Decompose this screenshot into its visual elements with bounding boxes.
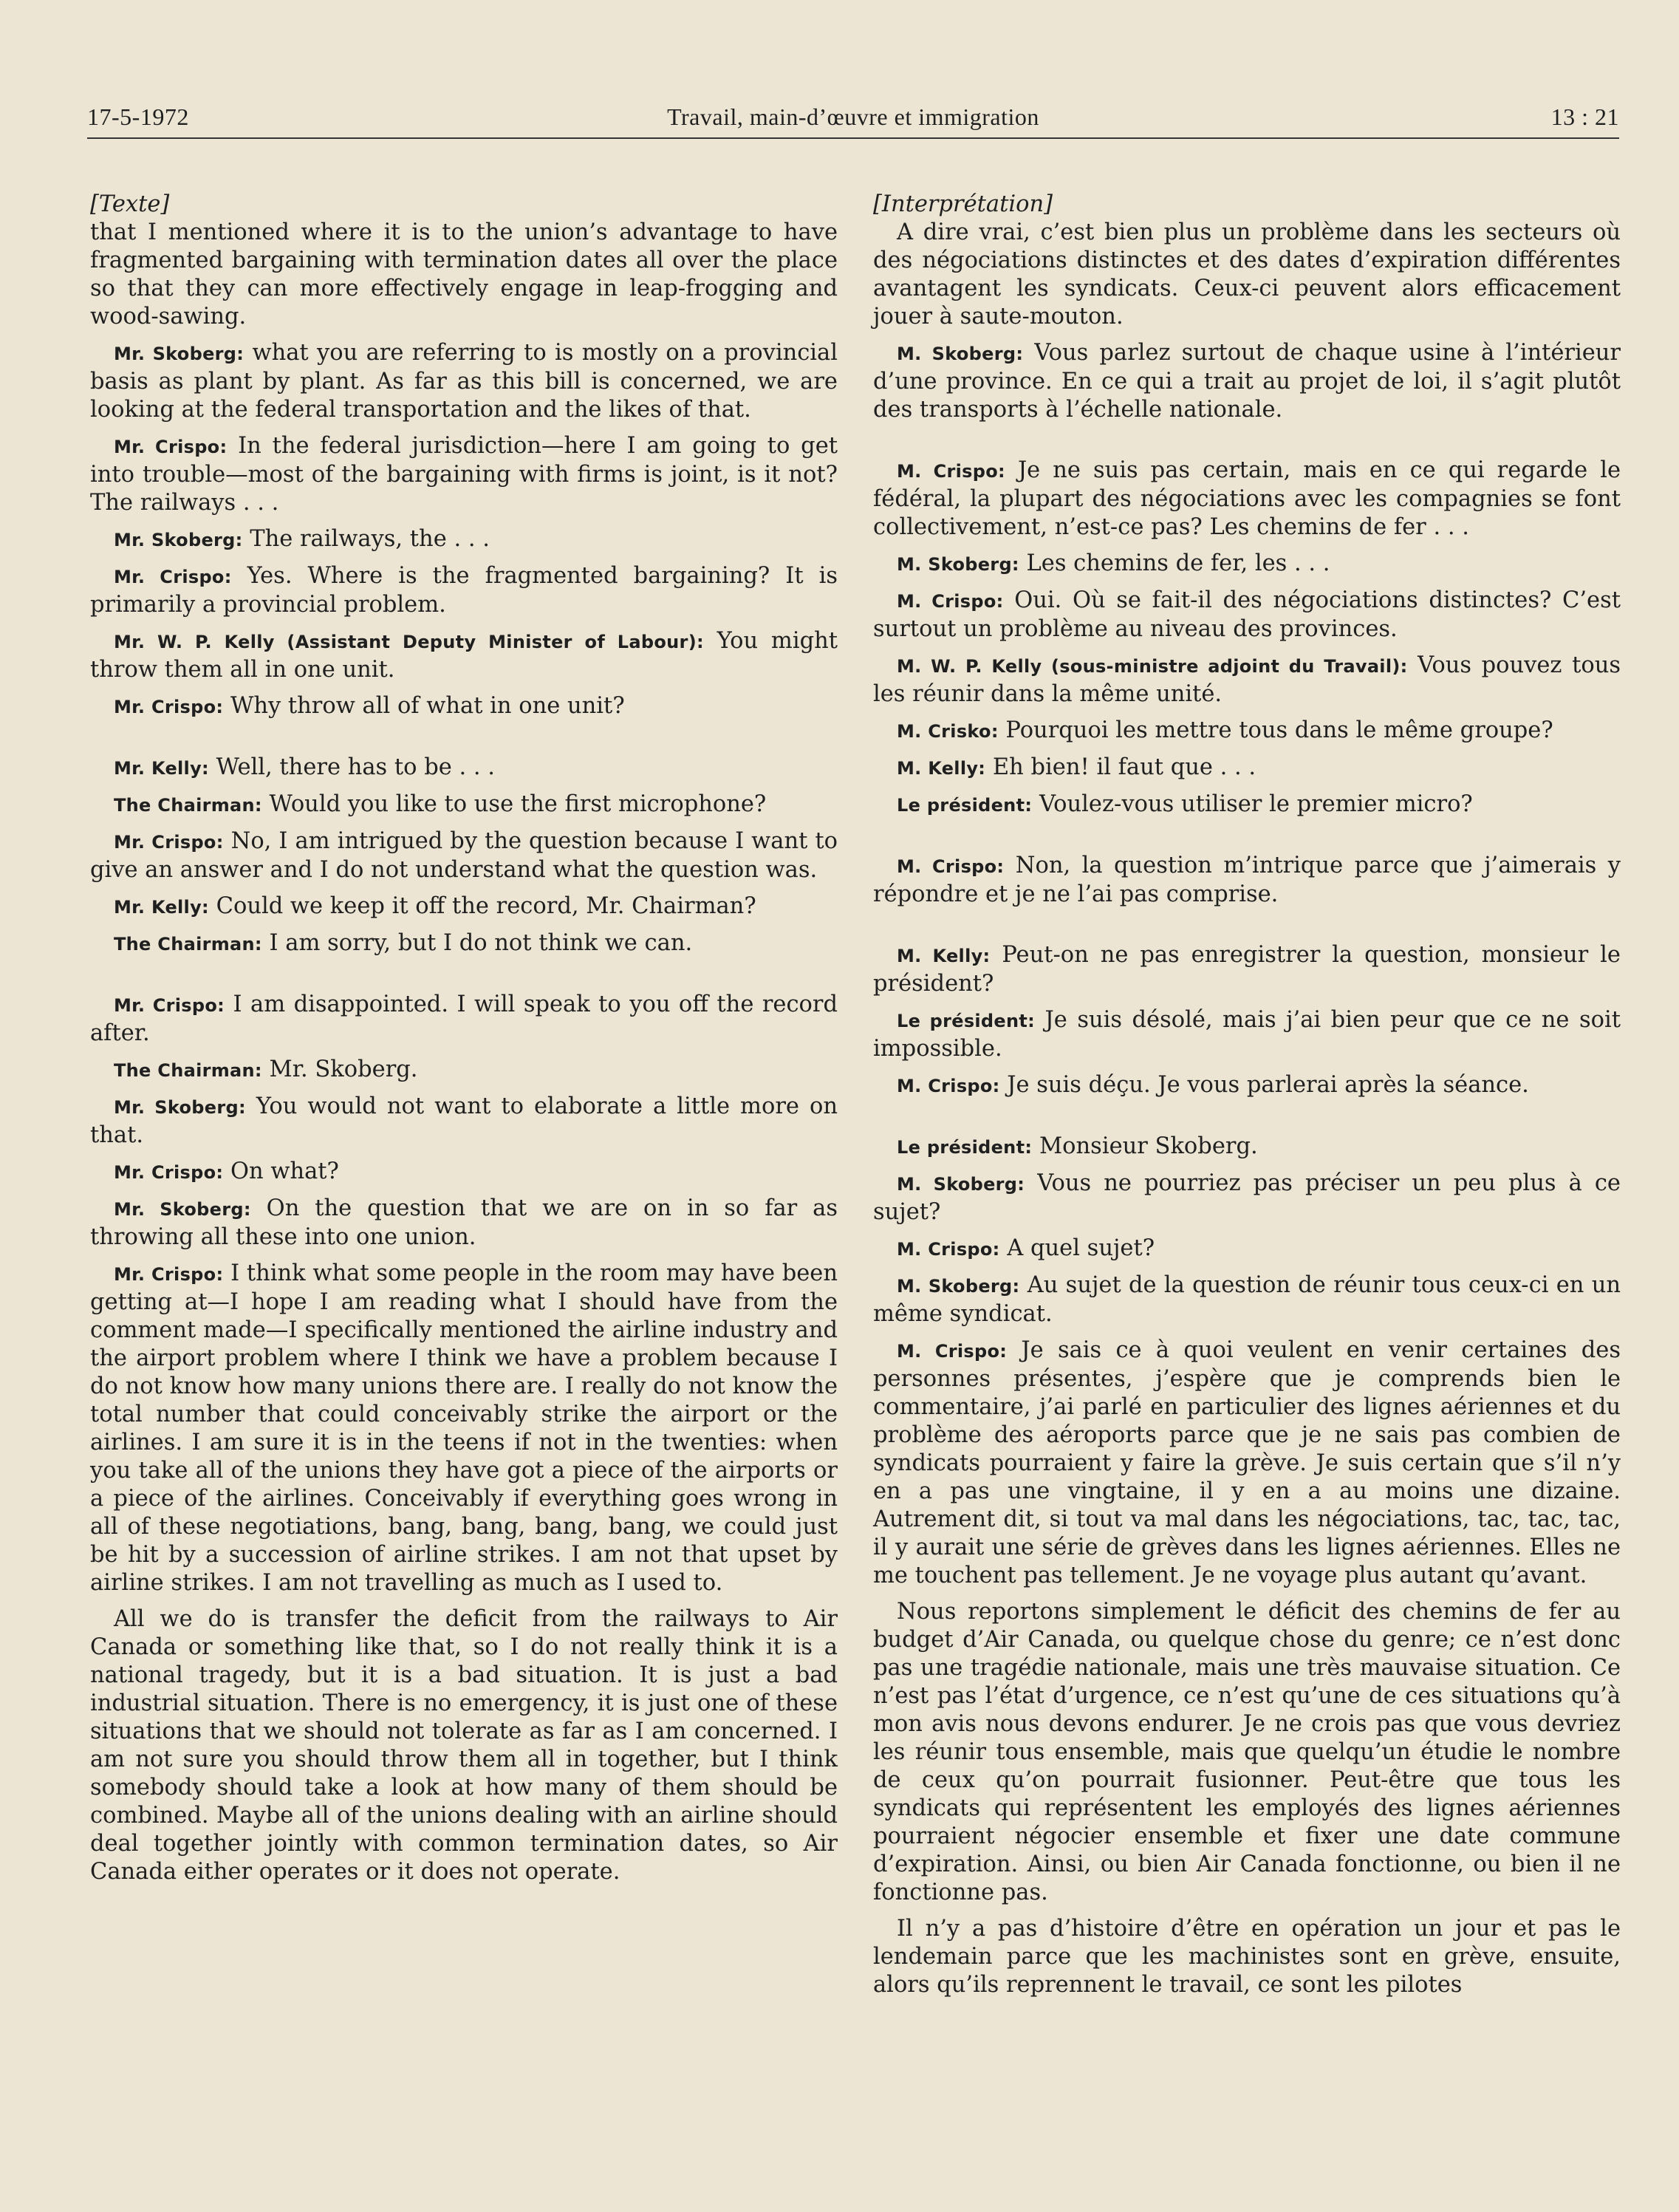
header-title: Travail, main-d’œuvre et immigration — [667, 103, 1039, 130]
paragraph — [90, 1056, 838, 1085]
paragraph — [90, 627, 838, 684]
paragraph-text: A quel sujet? — [999, 1235, 1155, 1261]
paragraph — [90, 562, 838, 619]
speaker-name: Mr. Crispo: — [114, 697, 224, 717]
speaker-name: Le président: — [897, 795, 1033, 816]
paragraph — [90, 1605, 838, 1886]
paragraph-text: I am sorry, but I do not think we can. — [261, 930, 693, 956]
speaker-name: Le président: — [897, 1137, 1033, 1158]
paragraph — [90, 692, 838, 721]
paragraph — [90, 525, 838, 554]
french-column — [873, 191, 1621, 2007]
paragraph — [90, 219, 838, 331]
paragraph — [873, 1235, 1621, 1263]
paragraph-text: Oui. Où se fait-il des négociations distinctes? C’est surtout un problème au niveau des provinces. — [873, 587, 1621, 642]
paragraph-text: that I mentioned where it is to the union’s advantage to have fragmented bargaining with termination dates all over the place so that they can more effectively engage in leap-frogging and wood-sawing. — [90, 219, 838, 330]
paragraph-text: On what? — [223, 1158, 339, 1184]
paragraph-text: I think what some people in the room may have been getting at—I hope I am reading what I should have from the comment made—I specifically mentioned the airline industry and the airport problem where I think we have a problem because I do not know how many unions there are. I really do not know the total number that could conceivably strike the airport or the airlines. I am sure it is in the teens if not in the twenties: when you take all of the unions they have got a piece of the airports or a piece of the airlines. Conceivably if everything goes wrong in all of these negotiations, bang, bang, bang, bang, we could just be hit by a succession of airline strikes. I am not that upset by airline strikes. I am not travelling as much as I used to. — [90, 1260, 838, 1596]
paragraph — [90, 991, 838, 1048]
paragraph-text: Vous parlez surtout de chaque usine à l’intérieur d’une province. En ce qui a trait au projet de loi, il s’agit plutôt des transports à l’échelle nationale. — [873, 340, 1621, 423]
paragraph-text: On the question that we are on in so far as throwing all these into one union. — [90, 1195, 838, 1250]
paragraph — [90, 1158, 838, 1187]
speaker-name: M. Skoberg: — [897, 344, 1024, 364]
page-number: 13 : 21 — [1550, 103, 1619, 130]
header-rule — [87, 137, 1619, 139]
paragraph — [873, 339, 1621, 424]
paragraph-text: No, I am intrigued by the question because I want to give an answer and I do not understand what the question was. — [90, 828, 838, 883]
paragraph-text: Mr. Skoberg. — [261, 1056, 418, 1082]
speaker-name: The Chairman: — [114, 934, 262, 955]
paragraph-text: Would you like to use the first microphone? — [261, 791, 767, 817]
speaker-name: Mr. Crispo: — [114, 995, 225, 1016]
paragraph-text: Nous reportons simplement le déficit des chemins de fer au budget d’Air Canada, ou quelque chose du genre; ce n’est donc pas une tragédie nationale, mais une très mauvaise situation. Ce n’est pas l’état d’urgence, ce n’est qu’une de ces situations qu’à mon avis nous devons endurer. Je ne crois pas que vous devriez les réunir tous ensemble, mais que quelqu’un étudie le nombre de ceux qu’on pourrait fusionner. Peut-être que tous les syndicats qui représentent les employés des lignes aériennes pourraient négocier ensemble et fixer une date commune d’expiration. Ainsi, ou bien Air Canada fonctionne, ou bien il ne fonctionne pas. — [873, 1599, 1621, 1905]
speaker-name: M. Crispo: — [897, 1239, 1000, 1260]
paragraph — [90, 791, 838, 819]
paragraph-text: Yes. Where is the fragmented bargaining? It is primarily a provincial problem. — [90, 563, 838, 618]
column-label-text: [Texte] — [90, 191, 170, 217]
paragraph — [90, 1260, 838, 1597]
paragraph — [90, 1195, 838, 1252]
speaker-name: Mr. Crispo: — [114, 437, 228, 457]
paragraph — [873, 1271, 1621, 1328]
paragraph — [873, 219, 1621, 331]
speaker-name: M. Crispo: — [897, 591, 1004, 612]
speaker-name: M. W. P. Kelly (sous-ministre adjoint du Travail): — [897, 656, 1408, 677]
speaker-name: Mr. Skoberg: — [114, 530, 243, 550]
speaker-name: The Chairman: — [114, 1060, 262, 1081]
speaker-name: Mr. Crispo: — [114, 1264, 224, 1285]
speaker-name: M. Crispo: — [897, 461, 1005, 482]
paragraph — [873, 1337, 1621, 1590]
english-column — [90, 191, 838, 1894]
paragraph-text: Well, there has to be . . . — [208, 754, 495, 780]
paragraph-text: All we do is transfer the deficit from the railways to Air Canada or something like that, so I do not really think it is a national tragedy, but it is a bad situation. It is just a bad industrial situation. There is no emergency, it is just one of these situations that we should not tolerate as far as I am concerned. I am not sure you should throw them all in together, but I think somebody should take a look at how many of them should be combined. Maybe all of the unions dealing with an airline should deal together jointly with common termination dates, so Air Canada either operates or it does not operate. — [90, 1606, 838, 1885]
speaker-name: M. Crispo: — [897, 1341, 1008, 1362]
paragraph-text: In the federal jurisdiction—here I am going to get into trouble—most of the bargaining with firms is joint, is it not? The railways . . . — [90, 433, 838, 516]
column-label-interpretation: [Interprétation] — [873, 191, 1053, 217]
speaker-name: Mr. Skoberg: — [114, 1199, 251, 1220]
paragraph-text: Je suis désolé, mais j’ai bien peur que ce ne soit impossible. — [873, 1007, 1621, 1062]
speaker-name: Mr. Kelly: — [114, 897, 209, 918]
paragraph-text: Vous pouvez tous les réunir dans la même unité. — [873, 652, 1621, 707]
paragraph-text: Il n’y a pas d’histoire d’être en opération un jour et pas le lendemain parce que les machinistes sont en grève, ensuite, alors qu’ils reprennent le travail, ce sont les pilotes — [873, 1916, 1621, 1998]
paragraph-text: Pourquoi les mettre tous dans le même groupe? — [998, 717, 1553, 743]
paragraph — [873, 550, 1621, 578]
paragraph-text: Could we keep it off the record, Mr. Chairman? — [208, 893, 756, 919]
paragraph — [873, 754, 1621, 782]
paragraph — [873, 717, 1621, 745]
speaker-name: M. Crispo: — [897, 1076, 1000, 1096]
paragraph-text: Non, la question m’intrique parce que j’aimerais y répondre et je ne l’ai pas comprise. — [873, 853, 1621, 907]
paragraph — [90, 754, 838, 782]
paragraph-text: I am disappointed. I will speak to you off the record after. — [90, 991, 838, 1046]
speaker-name: Le président: — [897, 1011, 1036, 1031]
paragraph-text: The railways, the . . . — [242, 526, 490, 552]
paragraph — [873, 1006, 1621, 1063]
paragraph — [90, 827, 838, 884]
paragraph-text: Eh bien! il faut que . . . — [985, 754, 1256, 780]
speaker-name: M. Skoberg: — [897, 1174, 1025, 1195]
paragraph-text: You might throw them all in one unit. — [90, 628, 838, 683]
paragraph — [873, 1170, 1621, 1226]
paragraph — [873, 791, 1621, 819]
speaker-name: Mr. Skoberg: — [114, 1097, 246, 1118]
paragraph-text: Voulez-vous utiliser le premier micro? — [1032, 791, 1473, 817]
running-header — [87, 103, 1619, 137]
paragraph-text: Peut-on ne pas enregistrer la question, monsieur le président? — [873, 942, 1621, 997]
paragraph-text: what you are referring to is mostly on a provincial basis as plant by plant. As far as this bill is concerned, we are looking at the federal transportation and the likes of that. — [90, 340, 838, 423]
speaker-name: The Chairman: — [114, 795, 262, 816]
speaker-name: Mr. Crispo: — [114, 832, 224, 853]
paragraph — [873, 587, 1621, 644]
speaker-name: Mr. Crispo: — [114, 1162, 224, 1183]
paragraph — [873, 1915, 1621, 1999]
paragraph — [90, 929, 838, 958]
paragraph-text: Je suis déçu. Je vous parlerai après la séance. — [999, 1072, 1529, 1098]
speaker-name: M. Kelly: — [897, 946, 991, 966]
speaker-name: Mr. Skoberg: — [114, 344, 245, 364]
paragraph — [873, 941, 1621, 998]
paragraph — [90, 1093, 838, 1150]
paragraph — [873, 457, 1621, 542]
paragraph-text: Vous ne pourriez pas préciser un peu plus à ce sujet? — [873, 1170, 1621, 1225]
paragraph-text: Monsieur Skoberg. — [1032, 1133, 1258, 1159]
speaker-name: M. Crispo: — [897, 856, 1005, 877]
speaker-name: Mr. Kelly: — [114, 758, 209, 779]
header-date: 17-5-1972 — [87, 103, 189, 130]
paragraph — [873, 852, 1621, 909]
paragraph — [873, 1598, 1621, 1907]
paragraph-text: Why throw all of what in one unit? — [223, 693, 625, 719]
paragraph — [90, 339, 838, 424]
paragraph-text: Je ne suis pas certain, mais en ce qui regarde le fédéral, la plupart des négociations avec les compagnies se font collectivement, n’est-ce pas? Les chemins de fer . . . — [873, 457, 1621, 540]
paragraph-text: Je sais ce à quoi veulent en venir certaines des personnes présentes, j’espère que je comprends bien le commentaire, j’ai parlé en particulier des lignes aériennes et du problème des aéroports parce que je ne sais pas combien de syndicats pourraient y faire la grève. Je suis certain que s’il n’y en a pas une vingtaine, il y en a au moins une dizaine. Autrement dit, si tout va mal dans les négociations, tac, tac, tac, il y aurait une série de grèves dans les lignes aériennes. Elles ne me touchent pas tellement. Je ne voyage plus autant qu’avant. — [873, 1337, 1621, 1588]
speaker-name: M. Skoberg: — [897, 554, 1019, 575]
speaker-name: M. Crisko: — [897, 721, 999, 742]
paragraph-text: Les chemins de fer, les . . . — [1019, 550, 1330, 576]
paragraph-text: You would not want to elaborate a little more on that. — [90, 1093, 838, 1148]
speaker-name: Mr. W. P. Kelly (Assistant Deputy Minister of Labour): — [114, 632, 704, 652]
speaker-name: M. Skoberg: — [897, 1276, 1020, 1297]
speaker-name: Mr. Crispo: — [114, 567, 232, 587]
paragraph-text: Au sujet de la question de réunir tous ceux-ci en un même syndicat. — [873, 1272, 1621, 1327]
paragraph — [873, 1133, 1621, 1161]
paragraph-text: A dire vrai, c’est bien plus un problème dans les secteurs où des négociations distinctes et des dates d’expiration différentes avantagent les syndicats. Ceux-ci peuvent alors efficacement jouer à saute-mouton. — [873, 219, 1621, 330]
paragraph — [90, 432, 838, 517]
speaker-name: M. Kelly: — [897, 758, 986, 779]
paragraph — [873, 1071, 1621, 1100]
paragraph — [90, 892, 838, 921]
paragraph — [873, 652, 1621, 709]
